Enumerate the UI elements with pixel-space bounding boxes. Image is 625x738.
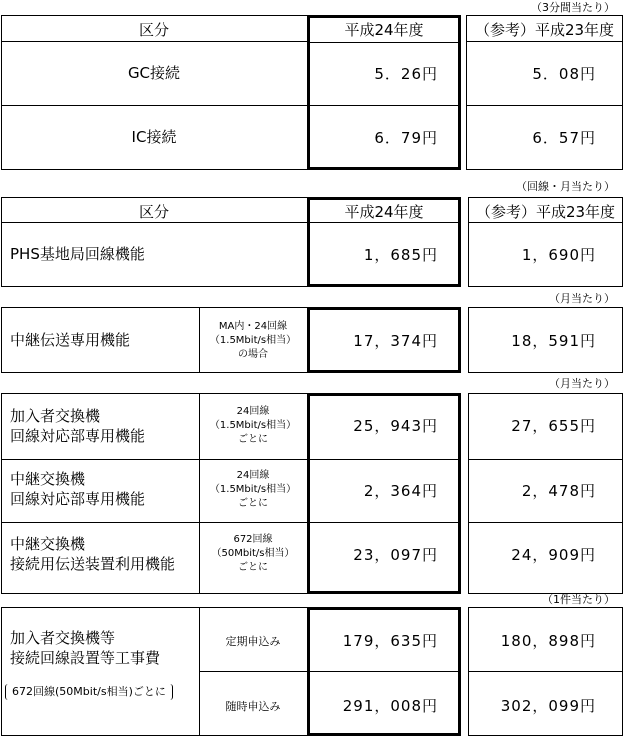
fy24-value: 23，097円: [353, 546, 438, 564]
table5-note: 672回線(50Mbit/s相当)ごとに: [5, 684, 173, 700]
row-label: 加入者交換機: [10, 407, 101, 425]
row-label: IC接続: [131, 128, 177, 146]
condition-line: 24回線: [236, 406, 270, 417]
condition-line: ごとに: [238, 434, 268, 445]
row-label: 回線対応部専用機能: [10, 427, 146, 445]
fy24-header: 平成24年度: [344, 203, 424, 221]
fy23-header: （参考）平成23年度: [474, 21, 615, 39]
fy23-value: 302，099円: [500, 697, 596, 715]
row-label: 加入者交換機等: [10, 629, 116, 647]
row-label: 中継交換機: [10, 470, 86, 488]
fy23-value: 24，909円: [511, 546, 596, 564]
fy23-value: 18，591円: [511, 332, 596, 350]
row-label: PHS基地局回線機能: [10, 245, 145, 263]
condition-line: 672回線: [233, 534, 273, 545]
condition-line: （1.5Mbit/s相当）: [209, 335, 297, 346]
category-header: 区分: [138, 203, 169, 221]
row-label: 接続用伝送装置利用機能: [10, 555, 176, 573]
unit-label: （1件当たり）: [542, 593, 615, 606]
condition-label: 随時申込み: [225, 700, 281, 713]
row-label: 中継交換機: [10, 535, 86, 553]
condition-label: 定期申込み: [225, 635, 281, 648]
fy23-header: （参考）平成23年度: [475, 203, 616, 221]
fy23-value: 2，478円: [521, 482, 596, 500]
condition-line: ごとに: [238, 562, 268, 573]
fy24-value: 1，685円: [363, 246, 438, 264]
row-label: 接続回線設置等工事費: [10, 649, 161, 667]
condition-line: 24回線: [236, 470, 270, 481]
fy23-value: 180，898円: [500, 632, 596, 650]
fy23-value: 27，655円: [511, 417, 596, 435]
fy24-value: 6．79円: [374, 129, 438, 147]
fy24-value: 179，635円: [342, 632, 438, 650]
unit-label: （回線・月当たり）: [516, 180, 615, 193]
category-header: 区分: [138, 21, 169, 39]
unit-label: （3分間当たり）: [531, 1, 615, 14]
fy24-value: 5．26円: [374, 65, 438, 83]
row-label: 回線対応部専用機能: [10, 490, 146, 508]
fy24-value: 2，364円: [363, 482, 438, 500]
condition-line: ごとに: [238, 498, 268, 509]
fy23-value: 5．08円: [532, 65, 596, 83]
fy23-value: 1，690円: [521, 246, 596, 264]
unit-label: （月当たり）: [549, 377, 615, 390]
condition-line: の場合: [238, 349, 268, 360]
fy24-header: 平成24年度: [344, 21, 424, 39]
condition-line: （1.5Mbit/s相当）: [209, 484, 297, 495]
fy24-value: 25，943円: [353, 417, 438, 435]
fy24-value: 291，008円: [342, 697, 438, 715]
fy24-value: 17，374円: [353, 332, 438, 350]
condition-line: （50Mbit/s相当）: [211, 548, 295, 559]
condition-line: MA内・24回線: [218, 321, 288, 332]
row-label: GC接続: [127, 64, 181, 82]
fy23-value: 6．57円: [532, 129, 596, 147]
unit-label: （月当たり）: [549, 292, 615, 305]
condition-line: （1.5Mbit/s相当）: [209, 420, 297, 431]
row-label: 中継伝送専用機能: [10, 331, 131, 349]
